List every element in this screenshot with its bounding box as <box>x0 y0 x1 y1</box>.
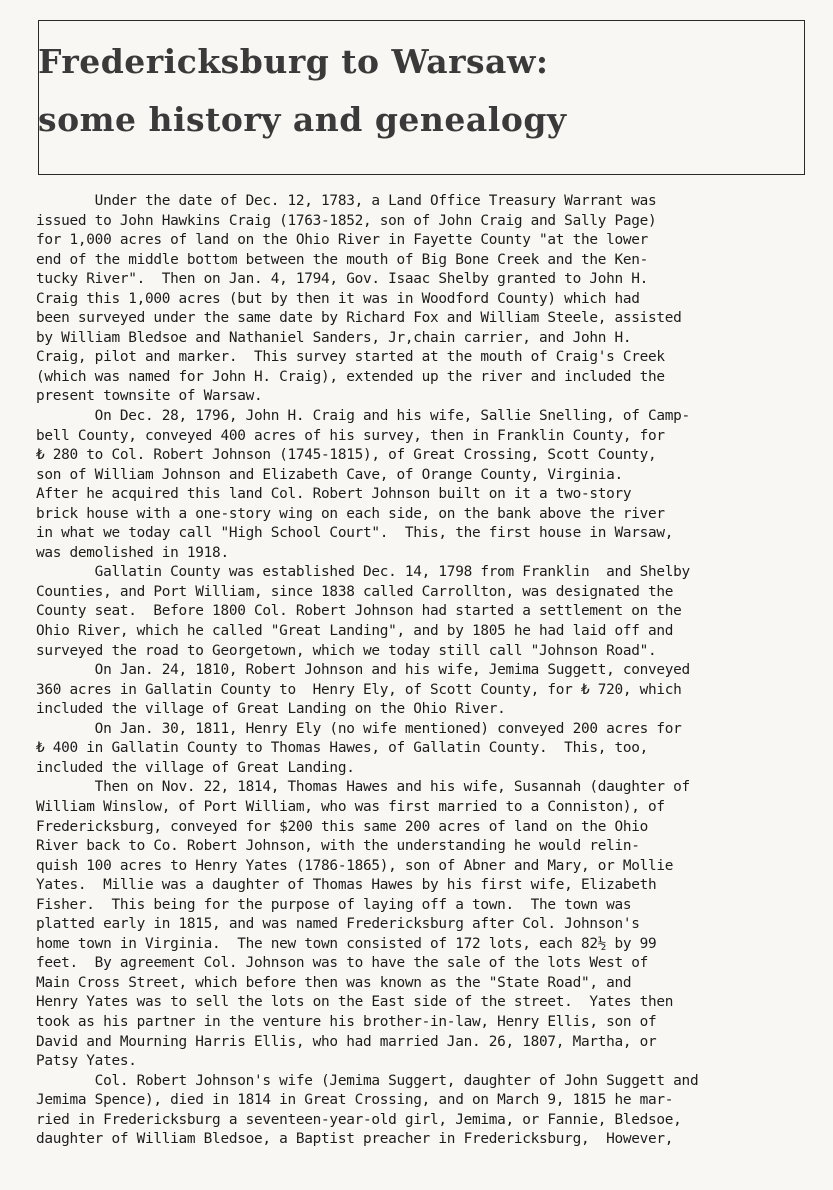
text-line: ₺ 400 in Gallatin County to Thomas Hawes, of Gallatin County. This, too, <box>36 740 649 757</box>
text-line: Jemima Spence), died in 1814 in Great Crossing, and on March 9, 1815 he mar- <box>36 1092 674 1109</box>
text-line: Fredericksburg, conveyed for $200 this same 200 acres of land on the Ohio <box>36 818 649 835</box>
text-line: 360 acres in Gallatin County to Henry Ely, of Scott County, for ₺ 720, which <box>36 681 682 698</box>
page-title-line-1: Fredericksburg to Warsaw: <box>38 42 549 81</box>
text-line: Col. Robert Johnson's wife (Jemima Suggert, daughter of John Suggett and <box>36 1072 699 1089</box>
text-line: Fisher. This being for the purpose of laying off a town. The town was <box>36 896 632 913</box>
text-line: platted early in 1815, and was named Fredericksburg after Col. Johnson's <box>36 916 640 933</box>
text-line: Gallatin County was established Dec. 14, 1798 from Franklin and Shelby <box>36 564 690 581</box>
text-line: Under the date of Dec. 12, 1783, a Land Office Treasury Warrant was <box>36 193 657 209</box>
text-line: On Jan. 30, 1811, Henry Ely (no wife mentioned) conveyed 200 acres for <box>36 720 682 737</box>
text-line: (which was named for John H. Craig), extended up the river and included the <box>36 368 665 385</box>
text-line: quish 100 acres to Henry Yates (1786-1865), son of Abner and Mary, or Mollie <box>36 857 674 874</box>
text-line: surveyed the road to Georgetown, which we today still call "Johnson Road". <box>36 642 657 659</box>
text-line: Henry Yates was to sell the lots on the East side of the street. Yates then <box>36 994 674 1011</box>
text-line: took as his partner in the venture his brother-in-law, Henry Ellis, son of <box>36 1013 657 1030</box>
text-line: included the village of Great Landing on the Ohio River. <box>36 701 506 718</box>
text-line: tucky River". Then on Jan. 4, 1794, Gov. Isaac Shelby granted to John H. <box>36 271 649 288</box>
text-line: issued to John Hawkins Craig (1763-1852, son of John Craig and Sally Page) <box>36 212 657 229</box>
text-line: County seat. Before 1800 Col. Robert Johnson had started a settlement on the <box>36 603 682 620</box>
text-line: Ohio River, which he called "Great Landing", and by 1805 he had laid off and <box>36 623 674 640</box>
text-line: David and Mourning Harris Ellis, who had married Jan. 26, 1807, Martha, or <box>36 1033 657 1050</box>
text-line: end of the middle bottom between the mouth of Big Bone Creek and the Ken- <box>36 251 649 268</box>
text-line: brick house with a one-story wing on each side, on the bank above the river <box>36 505 665 522</box>
page-title-line-2: some history and genealogy <box>38 100 567 139</box>
text-line: William Winslow, of Port William, who was first married to a Conniston), of <box>36 798 665 815</box>
text-line: ₺ 280 to Col. Robert Johnson (1745-1815), of Great Crossing, Scott County, <box>36 447 657 464</box>
text-line: Main Cross Street, which before then was known as the "State Road", and <box>36 974 632 991</box>
text-line: Then on Nov. 22, 1814, Thomas Hawes and his wife, Susannah (daughter of <box>36 779 690 796</box>
text-line: feet. By agreement Col. Johnson was to have the sale of the lots West of <box>36 955 649 972</box>
text-line: ried in Fredericksburg a seventeen-year-old girl, Jemima, or Fannie, Bledsoe, <box>36 1111 682 1128</box>
text-line: by William Bledsoe and Nathaniel Sanders, Jr,chain carrier, and John H. <box>36 329 632 346</box>
text-line: present townsite of Warsaw. <box>36 388 263 405</box>
text-line: Craig, pilot and marker. This survey started at the mouth of Craig's Creek <box>36 349 665 366</box>
text-line: was demolished in 1918. <box>36 544 229 561</box>
text-line: Craig this 1,000 acres (but by then it was in Woodford County) which had <box>36 290 640 307</box>
text-line: included the village of Great Landing. <box>36 759 355 776</box>
text-line: for 1,000 acres of land on the Ohio River in Fayette County "at the lower <box>36 232 649 249</box>
text-line: River back to Co. Robert Johnson, with the understanding he would relin- <box>36 838 640 855</box>
text-line: Patsy Yates. <box>36 1053 137 1070</box>
text-line: in what we today call "High School Court". This, the first house in Warsaw, <box>36 525 674 542</box>
text-line: After he acquired this land Col. Robert Johnson built on it a two-story <box>36 486 632 503</box>
text-line: home town in Virginia. The new town consisted of 172 lots, each 82½ by 99 <box>36 935 657 952</box>
text-line: On Jan. 24, 1810, Robert Johnson and his wife, Jemima Suggett, conveyed <box>36 662 690 679</box>
article-body <box>36 192 826 1150</box>
text-line: bell County, conveyed 400 acres of his survey, then in Franklin County, for <box>36 427 665 444</box>
text-line: Counties, and Port William, since 1838 called Carrollton, was designated the <box>36 583 674 600</box>
text-line: On Dec. 28, 1796, John H. Craig and his wife, Sallie Snelling, of Camp- <box>36 408 690 425</box>
text-line: Yates. Millie was a daughter of Thomas Hawes by his first wife, Elizabeth <box>36 877 657 894</box>
text-line: son of William Johnson and Elizabeth Cave, of Orange County, Virginia. <box>36 466 623 483</box>
text-line: daughter of William Bledsoe, a Baptist preacher in Fredericksburg, However, <box>36 1131 674 1148</box>
text-line: been surveyed under the same date by Richard Fox and William Steele, assisted <box>36 310 682 327</box>
